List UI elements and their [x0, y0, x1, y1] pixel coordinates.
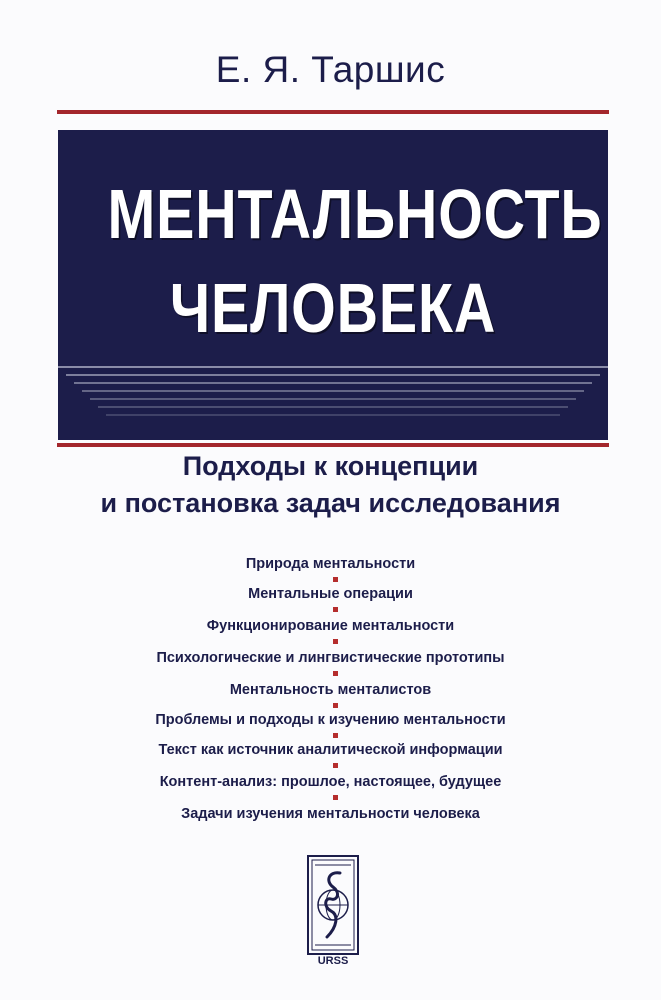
- bullet-dot: [333, 795, 338, 800]
- topic-item: Природа ментальности: [245, 556, 416, 572]
- title-panel: [58, 130, 608, 440]
- bullet-dot: [333, 763, 338, 768]
- topic-item: Ментальные операции: [248, 586, 413, 602]
- subtitle-line-1: Подходы к концепции: [182, 451, 479, 481]
- bullet-dot: [333, 671, 338, 676]
- bullet-dot: [333, 639, 338, 644]
- bullet-dot: [333, 733, 338, 738]
- topic-item: Проблемы и подходы к изучению ментальности: [155, 712, 506, 728]
- publisher-label: URSS: [317, 955, 349, 967]
- topic-item: Психологические и лингвистические прототипы: [156, 650, 505, 666]
- bottom-red-rule: [57, 443, 609, 447]
- top-red-rule: [57, 110, 609, 114]
- subtitle-line-2: и постановка задач исследования: [100, 488, 561, 518]
- decorative-stripes: [58, 366, 608, 440]
- title-line-2: ЧЕЛОВЕКА: [169, 269, 497, 347]
- title-line-1: МЕНТАЛЬНОСТЬ: [107, 175, 603, 253]
- publisher-logo: [307, 855, 359, 973]
- bullet-dot: [333, 577, 338, 582]
- topic-item: Функционирование ментальности: [206, 618, 455, 634]
- topic-item: Текст как источник аналитической информации: [158, 742, 503, 758]
- author-name: Е. Я. Таршис: [215, 49, 446, 90]
- bullet-dot: [333, 607, 338, 612]
- bullet-dot: [333, 703, 338, 708]
- topic-item: Ментальность менталистов: [229, 682, 432, 698]
- topic-item: Контент-анализ: прошлое, настоящее, будущее: [159, 774, 502, 790]
- urss-emblem-icon: [307, 855, 359, 955]
- topic-item: Задачи изучения ментальности человека: [181, 806, 480, 822]
- subtitle: [0, 448, 661, 522]
